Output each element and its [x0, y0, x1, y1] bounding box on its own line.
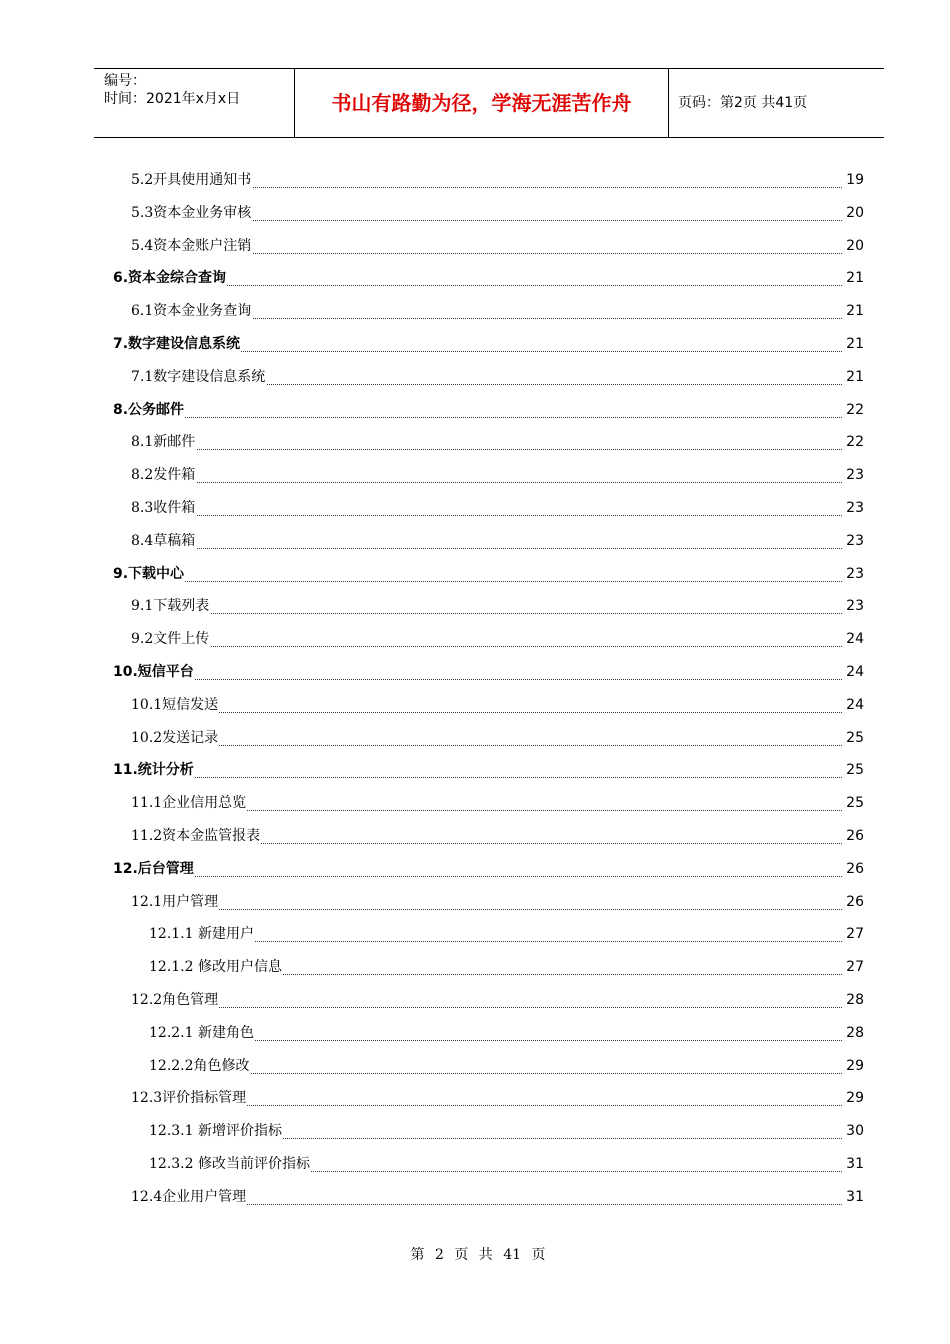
toc-entry[interactable]: [0, 923, 950, 945]
toc-entry-page-number: 29: [846, 1087, 864, 1109]
toc-entry-label: 5.3资本金业务审核: [131, 202, 252, 224]
toc-dot-leader: [131, 607, 842, 614]
toc-entry-page-number: 21: [846, 366, 864, 388]
toc-entry[interactable]: [0, 1022, 950, 1044]
toc-entry-page-number: 25: [846, 792, 864, 814]
toc-entry[interactable]: [0, 1087, 950, 1109]
toc-entry-page-number: 23: [846, 497, 864, 519]
toc-entry[interactable]: [0, 595, 950, 617]
toc-dot-leader: [131, 1001, 842, 1008]
toc-entry[interactable]: [0, 1186, 950, 1208]
toc-entry-label: 8.2发件箱: [131, 464, 196, 486]
toc-entry-page-number: 31: [846, 1153, 864, 1175]
toc-entry-page-number: 29: [846, 1055, 864, 1077]
toc-entry-page-number: 26: [846, 891, 864, 913]
toc-entry-page-number: 28: [846, 989, 864, 1011]
toc-entry[interactable]: [0, 891, 950, 913]
toc-dot-leader: [149, 1067, 842, 1074]
toc-entry-label: 8.公务邮件: [113, 399, 185, 421]
toc-entry[interactable]: [0, 759, 950, 781]
toc-entry-page-number: 19: [846, 169, 864, 191]
document-number-label: 编号：: [104, 73, 146, 89]
toc-entry-page-number: 28: [846, 1022, 864, 1044]
footer-current-page: 2: [434, 1247, 444, 1263]
document-time-label: 时间：2021年x月x日: [104, 91, 241, 107]
toc-entry-page-number: 23: [846, 530, 864, 552]
toc-entry[interactable]: [0, 464, 950, 486]
toc-entry-label: 11.1企业信用总览: [131, 792, 247, 814]
toc-entry-label: 12.1.2 修改用户信息: [149, 956, 283, 978]
toc-entry-label: 5.4资本金账户注销: [131, 235, 252, 257]
toc-entry[interactable]: [0, 202, 950, 224]
toc-entry[interactable]: [0, 989, 950, 1011]
toc-dot-leader: [131, 509, 842, 516]
toc-entry-label: 7.1数字建设信息系统: [131, 366, 266, 388]
toc-entry-label: 10.1短信发送: [131, 694, 219, 716]
toc-entry[interactable]: [0, 267, 950, 289]
toc-entry-label: 12.2.1 新建角色: [149, 1022, 255, 1044]
toc-entry-label: 9.2文件上传: [131, 628, 210, 650]
toc-entry-page-number: 21: [846, 333, 864, 355]
toc-dot-leader: [113, 411, 842, 418]
toc-entry[interactable]: [0, 497, 950, 519]
document-header: [94, 68, 884, 138]
toc-entry-label: 11.统计分析: [113, 759, 195, 781]
toc-dot-leader: [113, 673, 842, 680]
header-page-cell: [668, 69, 884, 137]
toc-entry-label: 7.数字建设信息系统: [113, 333, 241, 355]
toc-entry-page-number: 21: [846, 300, 864, 322]
footer-page-word: 页: [454, 1247, 469, 1263]
toc-entry-label: 10.2发送记录: [131, 727, 219, 749]
toc-entry-label: 6.资本金综合查询: [113, 267, 227, 289]
toc-entry-label: 12.1用户管理: [131, 891, 219, 913]
toc-entry-label: 12.2.2角色修改: [149, 1055, 251, 1077]
toc-dot-leader: [131, 739, 842, 746]
toc-entry-label: 8.4草稿箱: [131, 530, 196, 552]
header-motto: 书山有路勤为径，学海无涯苦作舟: [331, 91, 632, 115]
toc-entry[interactable]: [0, 300, 950, 322]
toc-entry-label: 9.1下载列表: [131, 595, 210, 617]
toc-entry[interactable]: [0, 563, 950, 585]
toc-dot-leader: [131, 443, 842, 450]
toc-entry[interactable]: [0, 661, 950, 683]
toc-entry-label: 5.2开具使用通知书: [131, 169, 252, 191]
toc-entry-page-number: 24: [846, 628, 864, 650]
toc-entry[interactable]: [0, 956, 950, 978]
toc-entry[interactable]: [0, 825, 950, 847]
toc-entry-label: 10.短信平台: [113, 661, 195, 683]
toc-entry[interactable]: [0, 792, 950, 814]
toc-entry-page-number: 25: [846, 759, 864, 781]
toc-entry-page-number: 22: [846, 399, 864, 421]
toc-entry[interactable]: [0, 169, 950, 191]
toc-entry[interactable]: [0, 1055, 950, 1077]
toc-entry[interactable]: [0, 235, 950, 257]
toc-entry-label: 11.2资本金监管报表: [131, 825, 261, 847]
toc-entry-page-number: 26: [846, 858, 864, 880]
toc-entry-page-number: 24: [846, 694, 864, 716]
toc-entry-page-number: 31: [846, 1186, 864, 1208]
toc-entry[interactable]: [0, 530, 950, 552]
toc-dot-leader: [113, 771, 842, 778]
toc-dot-leader: [131, 640, 842, 647]
toc-entry-label: 6.1资本金业务查询: [131, 300, 252, 322]
toc-entry[interactable]: [0, 628, 950, 650]
header-meta-cell: [94, 69, 294, 137]
toc-entry-label: 12.3.2 修改当前评价指标: [149, 1153, 311, 1175]
page-footer: [0, 1245, 950, 1265]
toc-entry-page-number: 27: [846, 923, 864, 945]
toc-entry[interactable]: [0, 727, 950, 749]
toc-entry-page-number: 20: [846, 235, 864, 257]
toc-entry-page-number: 23: [846, 563, 864, 585]
toc-entry-label: 8.3收件箱: [131, 497, 196, 519]
toc-entry-page-number: 30: [846, 1120, 864, 1142]
toc-entry-label: 12.3.1 新增评价指标: [149, 1120, 283, 1142]
footer-total-pages: 41: [503, 1247, 522, 1263]
toc-entry-page-number: 22: [846, 431, 864, 453]
toc-entry-page-number: 20: [846, 202, 864, 224]
toc-dot-leader: [113, 870, 842, 877]
toc-entry-label: 9.下载中心: [113, 563, 185, 585]
header-motto-cell: [294, 69, 669, 137]
toc-entry-page-number: 25: [846, 727, 864, 749]
toc-entry-label: 12.2角色管理: [131, 989, 219, 1011]
toc-entry-page-number: 24: [846, 661, 864, 683]
toc-dot-leader: [113, 575, 842, 582]
toc-entry-label: 12.4企业用户管理: [131, 1186, 247, 1208]
toc-entry-page-number: 27: [846, 956, 864, 978]
footer-prefix: 第: [410, 1247, 425, 1263]
header-page-info: 页码：第2页 共41页: [678, 95, 808, 111]
toc-entry-label: 12.1.1 新建用户: [149, 923, 255, 945]
toc-dot-leader: [131, 476, 842, 483]
toc-entry[interactable]: [0, 694, 950, 716]
toc-entry-page-number: 21: [846, 267, 864, 289]
toc-entry[interactable]: [0, 1120, 950, 1142]
toc-entry[interactable]: [0, 858, 950, 880]
toc-entry-label: 12.后台管理: [113, 858, 195, 880]
toc-dot-leader: [131, 542, 842, 549]
toc-entry[interactable]: [0, 399, 950, 421]
footer-suffix: 页: [531, 1247, 546, 1263]
toc-entry-page-number: 26: [846, 825, 864, 847]
toc-dot-leader: [131, 903, 842, 910]
toc-entry[interactable]: [0, 431, 950, 453]
toc-dot-leader: [131, 706, 842, 713]
footer-total-prefix: 共: [478, 1247, 493, 1263]
toc-entry-page-number: 23: [846, 595, 864, 617]
toc-entry[interactable]: [0, 366, 950, 388]
toc-entry-label: 8.1新邮件: [131, 431, 196, 453]
toc-entry-page-number: 23: [846, 464, 864, 486]
toc-entry[interactable]: [0, 1153, 950, 1175]
toc-entry-label: 12.3评价指标管理: [131, 1087, 247, 1109]
toc-entry[interactable]: [0, 333, 950, 355]
